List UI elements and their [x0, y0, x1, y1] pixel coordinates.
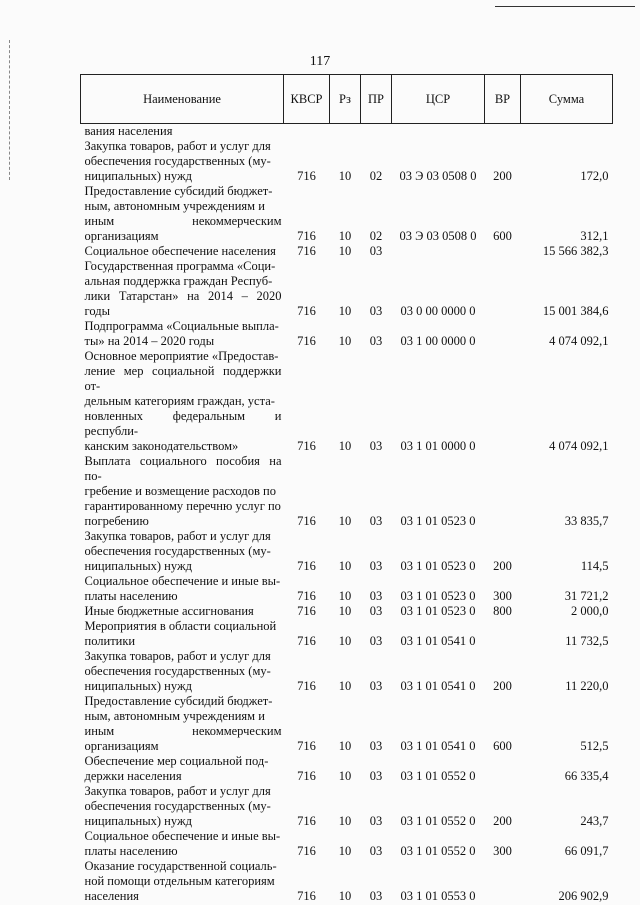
cell-pr: 02 [369, 169, 383, 183]
cell-pr: 03 [369, 634, 383, 648]
row-name-line: обеспечения государственных (му- [84, 544, 271, 558]
cell-kvsr: 716 [297, 334, 316, 348]
table-row [81, 259, 613, 319]
row-name [81, 829, 284, 859]
cell-csr: 03 1 01 0552 0 [400, 844, 476, 858]
page-number: 117 [309, 54, 331, 69]
cell-rz [330, 124, 361, 140]
row-name [81, 184, 284, 244]
row-name-line: Социальное обеспечение населения [84, 244, 276, 258]
cell-pr: 03 [369, 679, 383, 693]
cell-rz: 10 [338, 814, 352, 828]
cell-rz: 10 [338, 679, 352, 693]
row-name-line: Государственная программа «Соци- [84, 259, 276, 273]
row-name [81, 244, 284, 259]
cell-kvsr: 716 [297, 589, 316, 603]
row-name-line: Мероприятия в области социальной [84, 619, 277, 633]
cell-rz: 10 [338, 334, 352, 348]
cell-csr: 03 1 01 0523 0 [400, 559, 476, 573]
table-row [81, 529, 613, 574]
row-name [81, 319, 284, 349]
row-name-line: гарантированному перечню услуг по [84, 499, 281, 513]
cell-rz: 10 [338, 244, 352, 258]
cell-csr: 03 Э 03 0508 0 [399, 229, 477, 243]
row-name-line: ниципальных) нужд [84, 559, 192, 573]
cell-vr [485, 619, 521, 649]
cell-sum: 66 335,4 [564, 769, 609, 783]
cell-csr: 03 1 01 0541 0 [400, 739, 476, 753]
header-vr: ВР [485, 75, 521, 124]
row-name-line: населения [84, 889, 139, 903]
cell-kvsr: 716 [297, 439, 316, 453]
cell-rz: 10 [338, 769, 352, 783]
row-name-line: Закупка товаров, работ и услуг для [84, 139, 271, 153]
row-name [81, 124, 284, 140]
cell-csr: 03 1 00 0000 0 [400, 334, 476, 348]
cell-vr: 300 [493, 589, 512, 603]
table-row [81, 244, 613, 259]
cell-csr: 03 0 00 0000 0 [400, 304, 476, 318]
cell-pr: 03 [369, 244, 383, 258]
cell-kvsr: 716 [297, 169, 316, 183]
cell-sum: 4 074 092,1 [549, 439, 609, 453]
cell-vr: 200 [493, 559, 512, 573]
cell-vr: 200 [493, 169, 512, 183]
row-name [81, 529, 284, 574]
row-name [81, 574, 284, 604]
cell-sum: 206 902,9 [558, 889, 609, 903]
cell-vr: 800 [493, 604, 512, 618]
cell-rz: 10 [338, 844, 352, 858]
row-name-line: Закупка товаров, работ и услуг для [84, 784, 271, 798]
row-name-line: вания населения [84, 124, 173, 138]
cell-kvsr: 716 [297, 244, 316, 258]
cell-sum: 2 000,0 [571, 604, 609, 618]
row-name-line: обеспечения государственных (му- [84, 799, 271, 813]
cell-kvsr: 716 [297, 739, 316, 753]
row-name [81, 259, 284, 319]
row-name-line: ление мер социальной поддержки от- [84, 364, 282, 393]
cell-vr: 200 [493, 679, 512, 693]
cell-kvsr: 716 [297, 814, 316, 828]
cell-sum: 15 001 384,6 [542, 304, 609, 318]
header-rz: Рз [330, 75, 361, 124]
cell-csr: 03 1 01 0523 0 [400, 589, 476, 603]
cell-csr: 03 1 01 0000 0 [400, 439, 476, 453]
cell-pr: 03 [369, 769, 383, 783]
row-name-line: погребению [84, 514, 149, 528]
cell-pr: 03 [369, 334, 383, 348]
cell-rz: 10 [338, 634, 352, 648]
header-kvsr: КВСР [284, 75, 330, 124]
row-name-line: Основное мероприятие «Предостав- [84, 349, 279, 363]
table-row [81, 649, 613, 694]
table-row [81, 454, 613, 529]
cell-rz: 10 [338, 169, 352, 183]
cell-vr: 200 [493, 814, 512, 828]
cell-pr: 03 [369, 559, 383, 573]
cell-csr: 03 1 01 0552 0 [400, 814, 476, 828]
cell-pr: 03 [369, 514, 383, 528]
row-name-line: Подпрограмма «Социальные выпла- [84, 319, 279, 333]
cell-pr: 03 [369, 304, 383, 318]
cell-pr: 03 [369, 889, 383, 903]
table-row [81, 754, 613, 784]
row-name-line: платы населению [84, 589, 178, 603]
row-name-line: канским законодательством» [84, 439, 239, 453]
header-sum: Сумма [521, 75, 613, 124]
cell-rz: 10 [338, 739, 352, 753]
cell-kvsr: 716 [297, 304, 316, 318]
table-row [81, 319, 613, 349]
row-name-line: Предоставление субсидий бюджет- [84, 694, 273, 708]
table-row [81, 829, 613, 859]
cell-sum: 11 220,0 [565, 679, 609, 693]
cell-csr [392, 244, 485, 259]
table-row [81, 619, 613, 649]
cell-pr: 02 [369, 229, 383, 243]
row-name-line: Выплата социального пособия на по- [84, 454, 282, 483]
cell-vr [485, 124, 521, 140]
row-name-line: Иные бюджетные ассигнования [84, 604, 254, 618]
cell-rz: 10 [338, 439, 352, 453]
cell-sum: 11 732,5 [565, 634, 609, 648]
cell-kvsr: 716 [297, 769, 316, 783]
cell-csr: 03 1 01 0541 0 [400, 634, 476, 648]
row-name-line: ной помощи отдельным категориям [84, 874, 275, 888]
row-name-line: ниципальных) нужд [84, 679, 192, 693]
row-name [81, 694, 284, 754]
cell-pr [361, 124, 392, 140]
cell-rz: 10 [338, 304, 352, 318]
row-name-line: иным некоммерческим организациям [84, 214, 282, 243]
cell-kvsr: 716 [297, 679, 316, 693]
row-name-line: Закупка товаров, работ и услуг для [84, 529, 271, 543]
row-name-line: обеспечения государственных (му- [84, 154, 271, 168]
cell-sum: 33 835,7 [564, 514, 609, 528]
row-name-line: Оказание государственной социаль- [84, 859, 277, 873]
cell-kvsr: 716 [297, 604, 316, 618]
row-name-line: ниципальных) нужд [84, 169, 192, 183]
row-name-line: держки населения [84, 769, 182, 783]
row-name-line: Социальное обеспечение и иные вы- [84, 574, 281, 588]
cell-sum: 243,7 [580, 814, 609, 828]
cell-csr: 03 Э 03 0508 0 [399, 169, 477, 183]
cell-vr: 600 [493, 229, 512, 243]
cell-kvsr: 716 [297, 514, 316, 528]
cell-sum: 172,0 [580, 169, 609, 183]
row-name-line: ным, автономным учреждениям и [84, 199, 265, 213]
row-name-line: политики [84, 634, 136, 648]
row-name [81, 649, 284, 694]
cell-pr: 03 [369, 814, 383, 828]
cell-sum: 312,1 [580, 229, 609, 243]
cell-csr [392, 124, 485, 140]
cell-vr: 600 [493, 739, 512, 753]
cell-csr: 03 1 01 0523 0 [400, 514, 476, 528]
row-name-line: альная поддержка граждан Респуб- [84, 274, 273, 288]
cell-csr: 03 1 01 0553 0 [400, 889, 476, 903]
row-name-line: Социальное обеспечение и иные вы- [84, 829, 281, 843]
table-row [81, 124, 613, 140]
cell-sum: 15 566 382,3 [542, 244, 609, 258]
row-name [81, 349, 284, 454]
cell-sum: 114,5 [580, 559, 609, 573]
cell-kvsr: 716 [297, 229, 316, 243]
cell-rz: 10 [338, 889, 352, 903]
row-name-line: обеспечения государственных (му- [84, 664, 271, 678]
row-name-line: платы населению [84, 844, 178, 858]
cell-kvsr: 716 [297, 889, 316, 903]
table-row [81, 184, 613, 244]
table-row [81, 604, 613, 619]
row-name-line: дельным категориям граждан, уста- [84, 394, 275, 408]
cell-rz: 10 [338, 589, 352, 603]
row-name [81, 454, 284, 529]
row-name-line: ным, автономным учреждениям и [84, 709, 265, 723]
cell-vr [485, 859, 521, 904]
cell-vr [485, 319, 521, 349]
cell-kvsr [284, 124, 330, 140]
header-name: Наименование [81, 75, 284, 124]
cell-vr [485, 349, 521, 454]
cell-csr: 03 1 01 0541 0 [400, 679, 476, 693]
table-row [81, 574, 613, 604]
row-name-line: ниципальных) нужд [84, 814, 192, 828]
row-name-line: ты» на 2014 – 2020 годы [84, 334, 215, 348]
cell-pr: 03 [369, 439, 383, 453]
table-row [81, 349, 613, 454]
cell-kvsr: 716 [297, 559, 316, 573]
cell-vr [485, 454, 521, 529]
cell-sum [521, 124, 613, 140]
row-name-line: Закупка товаров, работ и услуг для [84, 649, 271, 663]
table-row [81, 859, 613, 904]
row-name [81, 859, 284, 904]
row-name-line: новленных федеральным и республи- [84, 409, 282, 438]
cell-rz: 10 [338, 514, 352, 528]
cell-pr: 03 [369, 739, 383, 753]
cell-vr [485, 259, 521, 319]
top-rule [495, 6, 635, 7]
cell-csr: 03 1 01 0523 0 [400, 604, 476, 618]
row-name-line: иным некоммерческим организациям [84, 724, 282, 753]
cell-kvsr: 716 [297, 634, 316, 648]
cell-csr: 03 1 01 0552 0 [400, 769, 476, 783]
row-name [81, 784, 284, 829]
row-name [81, 619, 284, 649]
cell-kvsr: 716 [297, 844, 316, 858]
table-body [81, 124, 613, 905]
cell-rz: 10 [338, 604, 352, 618]
cell-pr: 03 [369, 844, 383, 858]
cell-pr: 03 [369, 604, 383, 618]
row-name-line: гребение и возмещение расходов по [84, 484, 276, 498]
cell-sum: 4 074 092,1 [549, 334, 609, 348]
table-row [81, 139, 613, 184]
row-name-line: Предоставление субсидий бюджет- [84, 184, 273, 198]
row-name [81, 604, 284, 619]
header-csr: ЦСР [392, 75, 485, 124]
cell-vr [485, 244, 521, 259]
cell-sum: 66 091,7 [564, 844, 609, 858]
cell-sum: 512,5 [580, 739, 609, 753]
row-name-line: Обеспечение мер социальной под- [84, 754, 269, 768]
cell-rz: 10 [338, 229, 352, 243]
cell-sum: 31 721,2 [564, 589, 609, 603]
budget-table [80, 74, 613, 904]
cell-vr [485, 754, 521, 784]
header-pr: ПР [361, 75, 392, 124]
table-header [81, 75, 613, 124]
cell-pr: 03 [369, 589, 383, 603]
cell-rz: 10 [338, 559, 352, 573]
table-row [81, 784, 613, 829]
table-row [81, 694, 613, 754]
row-name-line: лики Татарстан» на 2014 – 2020 годы [84, 289, 282, 318]
row-name [81, 139, 284, 184]
cell-vr: 300 [493, 844, 512, 858]
row-name [81, 754, 284, 784]
